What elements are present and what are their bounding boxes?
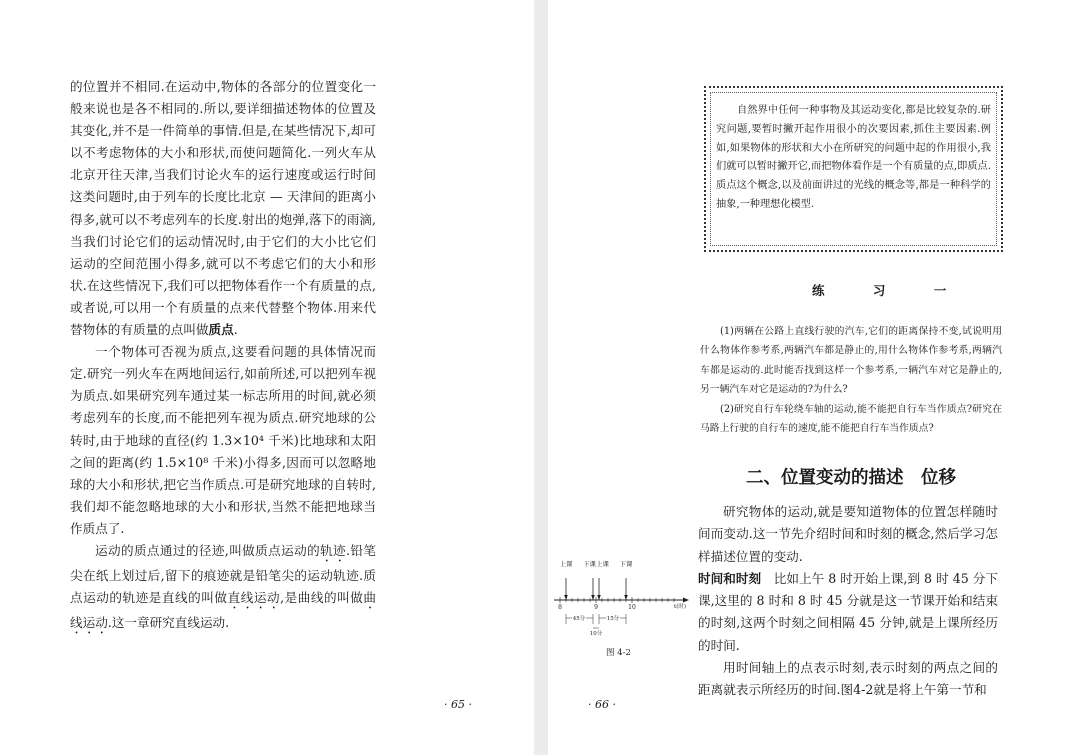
paragraph-3-text-b: .铅笔尖在纸上划过后,留下的痕迹就是铅笔尖的运动轨迹.质点运动的轨迹是直线的叫做: [70, 542, 376, 606]
exercise-questions: [700, 322, 1002, 438]
left-page-body: [70, 76, 376, 637]
term-zhixian-yundong: 直线运动: [227, 590, 281, 606]
framed-note-text: 自然界中任何一种事物及其运动变化,都是比较复杂的.研究问题,要暂时撇开起作用很小的次要因素,抓住主要因素.例如,如果物体的形状和大小在所研究的问题中起的作用很小,我们就可以暂时撇开它,而把物体看作是一个有质量的点,即质点.质点这个概念,以及前面讲过的光线的概念等,都是一种科学的抽象,一种理想化模型.: [716, 105, 991, 210]
span-label-10-min: 10分: [589, 631, 603, 637]
term-guiji: 轨迹: [320, 542, 347, 558]
paragraph-3: [70, 540, 376, 637]
paragraph-3-text-c: ,是曲线的叫做: [280, 590, 364, 606]
moment-markers: [566, 578, 626, 600]
tick-label-9: 9: [594, 604, 598, 611]
exercise-title: 练 习 一: [812, 283, 969, 298]
term-zhidian: 质点: [208, 322, 234, 338]
paragraph-3-text-d: .这一章研究直线运动.: [107, 615, 230, 631]
paragraph-2: 一个物体可否视为质点,这要看问题的具体情况而定.研究一列火车在两地间运行,如前所述,可以把列车视为质点.如果研究列车通过某一标志所用的时间,就必须考虑列车的长度,而不能把列车视为质点.研究地球的公转时,由于地球的直径(约 1.3×10⁴ 千米)比地球和太阳之间的距离(约 1.5×10⁸ 千米)小得多,因而可以忽略地球的大小和形状,把它当作质点.可是研究地球的自转时,我们却不能忽略地球的大小和形状,当然不能把地球当作质点了.: [70, 344, 376, 536]
timeline-paragraph: 用时间轴上的点表示时刻,表示时刻的两点之间的距离就表示所经历的时间.图4-2就是将上午第一节和: [698, 660, 998, 698]
book-gutter: [534, 0, 548, 755]
tick-label-8: 8: [558, 604, 562, 611]
paragraph-3-text-a: 运动的质点通过的径迹,叫做质点运动的: [95, 542, 321, 558]
right-page-body: [698, 501, 998, 702]
timeline-figure: [552, 556, 694, 656]
label-xiake-2: 下课: [619, 560, 633, 568]
page-number-left: · 65 ·: [444, 698, 472, 711]
label-xiake-shangke: 下课上课: [583, 560, 609, 568]
term-quxian-yundong: 曲线运动: [70, 590, 377, 631]
framed-note-box: [704, 86, 1003, 252]
section-title: 二、位置变动的描述 位移: [746, 468, 956, 488]
axis-arrow-icon: [683, 598, 689, 603]
right-page: [548, 0, 1080, 755]
paragraph-1-text: 的位置并不相同.在运动中,物体的各部分的位置变化一般来说也是各不相同的.所以,要详细描述物体的位置及其变化,并不是一件简单的事情.但是,在某些情况下,却可以不考虑物体的大小和形状,而使问题简化.一列火车从北京开往天津,当我们讨论火车的运行速度或运行时间这类问题时,由于列车的长度比北京 — 天津间的距离小得多,就可以不考虑列车的长度.射出的炮弹,落下的雨滴,当我们讨论它们的运动情况时,由于它们的大小比它们运动的空间范围小得多,就可以不考虑它们的大小和形状.在这些情况下,我们可以把物体看作一个有质量的点,或者说,可以用一个有质量的点来代替整个物体.用来代替物体的有质量的点叫做: [70, 79, 376, 338]
left-page: [0, 0, 534, 755]
span-label-15-min: 15分: [606, 616, 620, 622]
section-intro: 研究物体的运动,就是要知道物体的位置怎样随时间而变动.这一节先介绍时间和时刻的概念,然后学习怎样描述位置的变动.: [698, 504, 998, 564]
span-label-45-min: 45分: [572, 616, 586, 622]
paragraph-1: [70, 76, 376, 341]
time-paragraph-text: 比如上午 8 时开始上课,到 8 时 45 分下课,这里的 8 时和 8 时 45 分就是这一节课开始和结束的时刻,这两个时刻之间相隔 45 分钟,就是上课所经历的时间.: [698, 570, 999, 653]
subheading-time: 时间和时刻: [698, 570, 762, 586]
exercise-question-2: (2)研究自行车轮绕车轴的运动,能不能把自行车当作质点?研究在马路上行驶的自行车的速度,能不能把自行车当作质点?: [700, 403, 1002, 435]
figure-caption: 图 4-2: [606, 648, 631, 658]
paragraph-1-end: .: [233, 322, 238, 338]
label-shangke-1: 上课: [559, 560, 573, 568]
page-number-right: · 66 ·: [588, 698, 616, 711]
tick-label-10: 10: [628, 604, 636, 611]
exercise-question-1: (1)两辆在公路上直线行驶的汽车,它们的距离保持不变,试说明用什么物体作参考系,两辆汽车都是静止的,用什么物体作参考系,两辆汽车都是运动的.此时能否找到这样一个参考系,一辆汽车对它是静止的,另一辆汽车对它是运动的?为什么?: [700, 326, 1002, 396]
time-paragraph: [698, 568, 998, 657]
axis-unit-label: t(时): [673, 604, 687, 610]
